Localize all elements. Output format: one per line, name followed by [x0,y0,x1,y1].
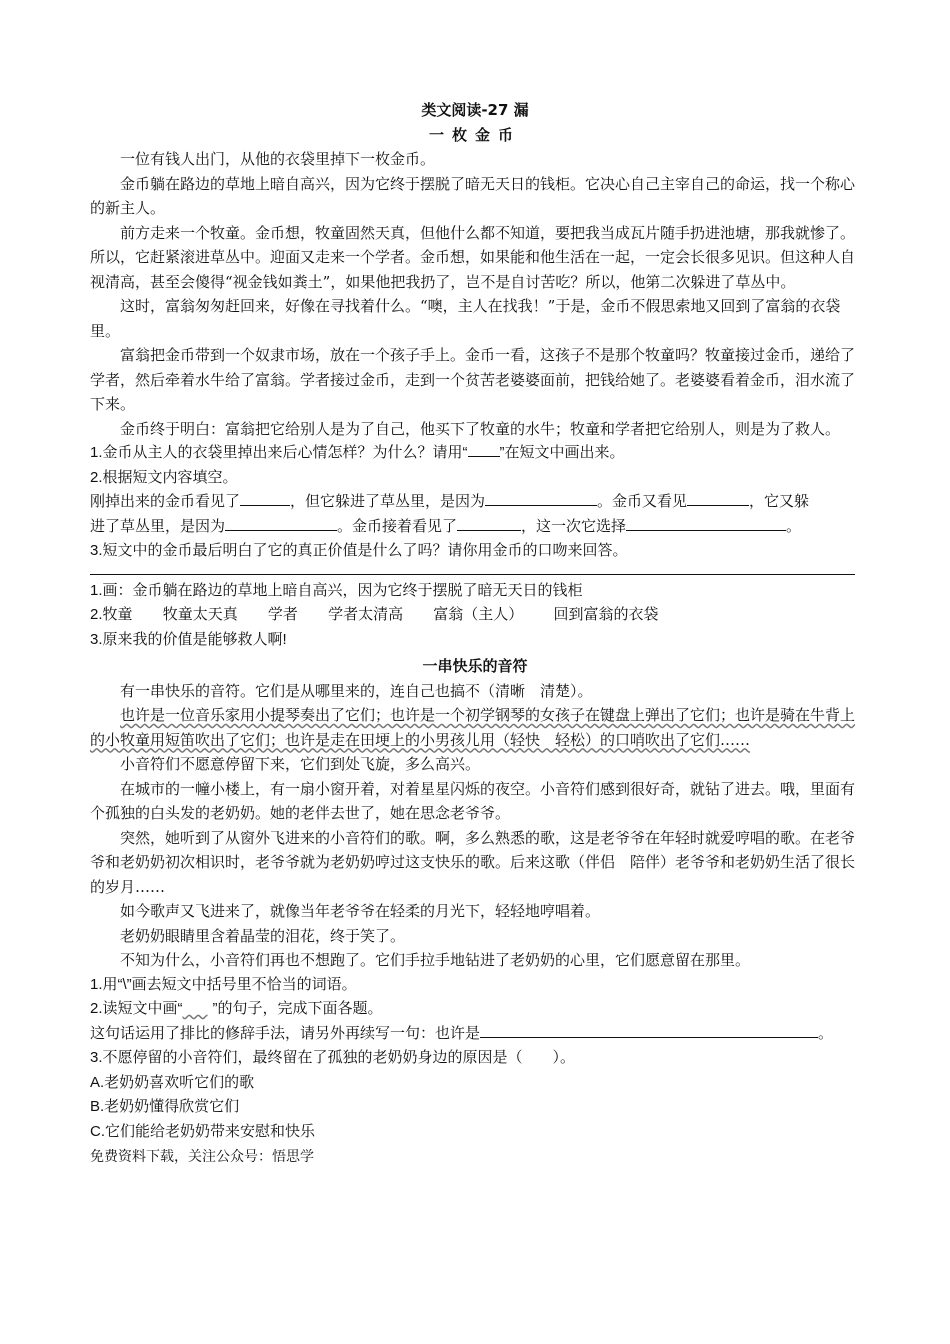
story2-title: 一串快乐的音符 [422,657,528,675]
story1-question-1 [90,441,860,466]
story2-paragraph: 有一串快乐的音符。它们是从哪里来的，连自己也搞不（清晰 清楚）。 [120,681,593,700]
story1-fill-line-2 [90,515,860,540]
answer-item: 2.牧童 [90,606,133,623]
story1-paragraph: 金币躺在路边的草地上暗自高兴，因为它终于摆脱了暗无天日的钱柜。它决心自己主宰自己的命运，找一个称心的新主人。 [90,174,856,217]
wavy-mark-sample: ​ [182,1000,208,1017]
answer-item: 牧童太天真 [162,606,238,623]
question-text: ”在短文中画出来。 [499,444,625,461]
fill-text: ，这一次它选择 [521,517,627,535]
answer-blank[interactable] [485,490,597,506]
fill-text: ，它又躲 [749,493,810,510]
answer-item: 富翁（主人） [433,606,524,623]
fill-text: 。 [786,517,802,535]
underline-mark-sample [468,441,500,457]
story1-paragraph: 这时，富翁匆匆赶回来，好像在寻找着什么。“噢，主人在找我！”于是，金币不假思索地又回到了富翁的衣袋里。 [90,297,841,340]
story1-paragraph: 一位有钱人出门，从他的衣袋里掉下一枚金币。 [120,150,436,168]
story2-paragraph: 突然，她听到了从窗外飞进来的小音符们的歌。啊，多么熟悉的歌，这是老爷爷在年轻时就爱哼唱的歌。在老爷爷和老奶奶初次相识时，老爷爷就为老奶奶哼过这支快乐的歌。后来这歌（伴侣 陪伴）老爷爷和老奶奶生活了很长的岁月…… [90,828,856,896]
story2-question-2 [90,997,860,1022]
story1-paragraph: 富翁把金币带到一个奴隶市场，放在一个孩子手上。金币一看，这孩子不是那个牧童吗？牧童接过金币，递给了学者，然后牵着水牛给了富翁。学者接过金币，走到一个贫苦老婆婆面前，把钱给她了。老婆婆看着金币，泪水流了下来。 [90,346,856,413]
answer-blank[interactable] [687,490,749,506]
option-a[interactable]: A.老奶奶喜欢听它们的歌 [90,1073,255,1091]
question-text: 1.金币从主人的衣袋里掉出来后心情怎样？为什么？请用“ [90,444,468,461]
document-page [90,98,860,1169]
fill-text: 进了草丛里，是因为 [90,517,226,535]
fill-text: ，但它躲进了草丛里，是因为 [290,493,486,510]
fill-text: 。金币又看见 [597,493,688,510]
story1-title: 一枚金币 [428,125,521,144]
option-b[interactable]: B.老奶奶懂得欣赏它们 [90,1098,240,1115]
page-title: 类文阅读-27 漏 [421,101,529,119]
story1-question-2: 2.根据短文内容填空。 [90,468,238,486]
question-text: ”的句子，完成下面各题。 [212,1000,383,1017]
fill-text: 这句话运用了排比的修辞手法，请另外再续写一句：也许是 [90,1024,481,1042]
answer-item: 学者太清高 [328,606,404,623]
option-c[interactable]: C.它们能给老奶奶带来安慰和快乐 [90,1122,316,1140]
story1-fill-line-1 [90,490,860,515]
question-text: 2.读短文中画“ [90,1000,183,1017]
story1-paragraph: 金币终于明白：富翁把它给别人是为了自己，他买下了牧童的水牛；牧童和学者把它给别人，则是为了救人。 [120,419,841,438]
answer-blank[interactable] [480,1022,818,1038]
story2-fill-line [90,1022,860,1047]
footer-note: 免费资料下载，关注公众号：悟思学 [90,1148,314,1164]
story2-question-3: 3.不愿停留的小音符们，最终留在了孤独的老奶奶身边的原因是（ ）。 [90,1049,576,1066]
answer-item: 学者 [267,606,298,623]
story1-paragraph: 前方走来一个牧童。金币想，牧童固然天真，但他什么都不知道，要把我当成瓦片随手扔进池塘，那我就惨了。所以，它赶紧滚进草丛中。迎面又走来一个学者。金币想，如果能和他生活在一起，一定会长很多见识。但这种人自视清高，甚至会傻得“视金钱如粪土”，如果他把我扔了，岂不是自讨苦吃？所以，他第二次躲进了草丛中。 [90,223,856,291]
story1-question-3: 3.短文中的金币最后明白了它的真正价值是什么了吗？请你用金币的口吻来回答。 [90,542,628,559]
story2-paragraph: 老奶奶眼睛里含着晶莹的泪花，终于笑了。 [120,926,406,945]
fill-text: 刚掉出来的金币看见了 [90,493,241,510]
wavy-underlined-sentence: 也许是一位音乐家用小提琴奏出了它们；也许是一个初学钢琴的女孩子在键盘上弹出了它们；也许是骑在牛背上的小牧童用短笛吹出了它们；也许是走在田埂上的小男孩儿用（轻快 轻松）的口哨吹出了它们…… [90,706,856,749]
story2-paragraph: 在城市的一幢小楼上，有一扇小窗开着，对着星星闪烁的夜空。小音符们感到很好奇，就钻了进去。哦，里面有个孤独的白头发的老奶奶。她的老伴去世了，她在思念老爷爷。 [90,779,856,822]
answer-blank[interactable] [240,490,290,506]
answer-1: 1.画：金币躺在路边的草地上暗自高兴，因为它终于摆脱了暗无天日的钱柜 [90,581,583,599]
story2-question-1: 1.用“\”画去短文中括号里不恰当的词语。 [90,975,357,993]
story2-paragraph: 小音符们不愿意停留下来，它们到处飞旋，多么高兴。 [120,755,481,773]
answer-2 [90,603,860,628]
answer-line[interactable] [90,574,855,575]
story2-paragraph-underlined [90,703,860,752]
answer-key [90,579,860,653]
story2-paragraph: 如今歌声又飞进来了，就像当年老爷爷在轻柔的月光下，轻轻地哼唱着。 [120,902,601,920]
story2-paragraph: 不知为什么，小音符们再也不想跑了。它们手拉手地钻进了老奶奶的心里，它们愿意留在那里。 [120,951,751,969]
answer-blank[interactable] [225,515,337,531]
answer-item: 回到富翁的衣袋 [553,606,659,623]
fill-text: 。 [818,1024,834,1042]
answer-blank[interactable] [626,515,786,531]
fill-text: 。金币接着看见了 [337,517,458,535]
answer-blank[interactable] [457,515,521,531]
answer-3: 3.原来我的价值是能够救人啊! [90,630,287,648]
